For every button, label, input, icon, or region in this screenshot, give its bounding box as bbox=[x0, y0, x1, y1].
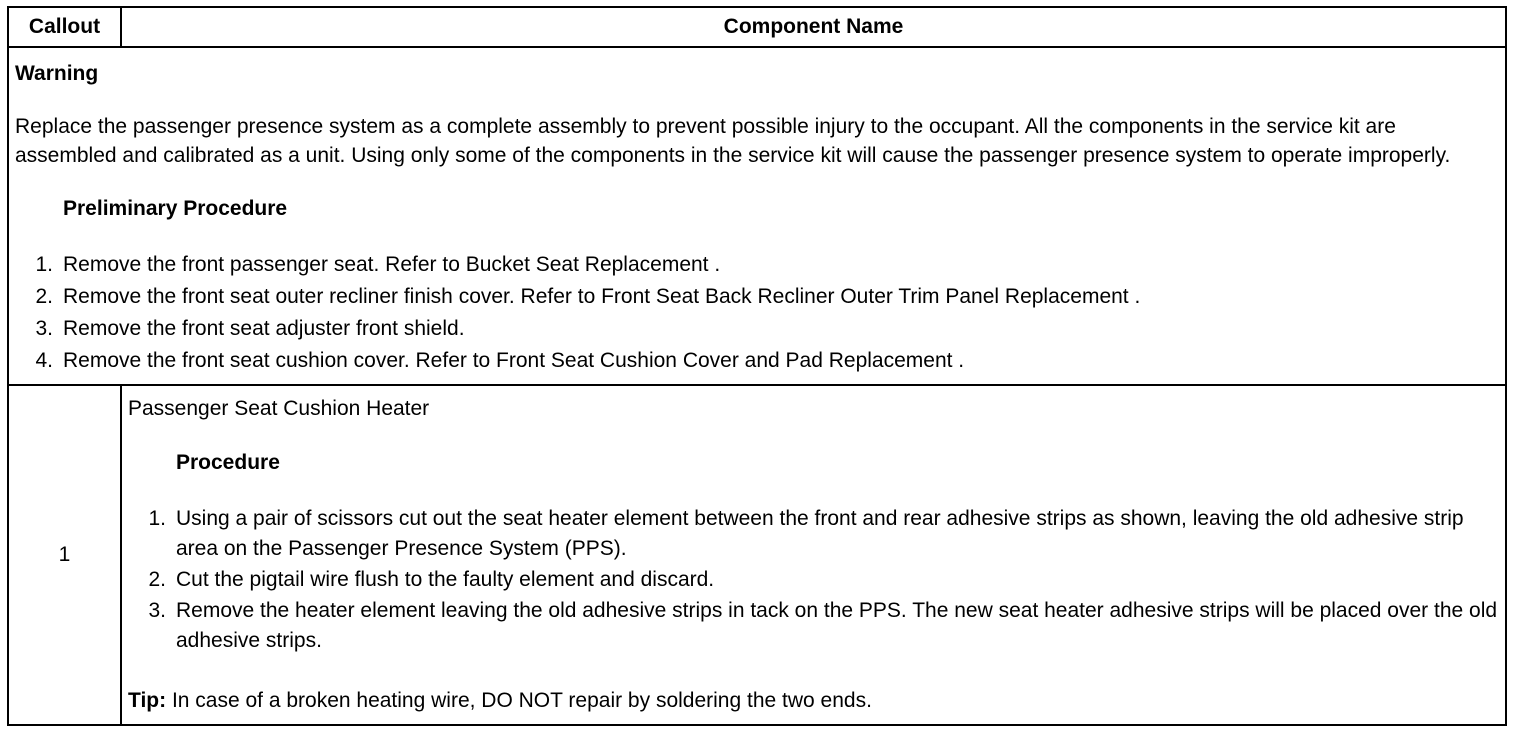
procedure-heading: Procedure bbox=[176, 451, 280, 474]
component-name: Passenger Seat Cushion Heater bbox=[128, 397, 430, 420]
tip-note bbox=[128, 686, 1499, 716]
procedure-steps-list bbox=[128, 504, 1499, 656]
step-text: Remove the front seat cushion cover. Refer to Front Seat Cushion Cover and Pad Replacement . bbox=[63, 349, 965, 372]
list-item bbox=[128, 596, 1499, 656]
step-number: 3. bbox=[148, 599, 166, 622]
procedure-table bbox=[7, 6, 1507, 726]
step-number: 2. bbox=[35, 285, 53, 308]
step-text: Remove the front seat adjuster front shield. bbox=[63, 317, 465, 340]
list-item bbox=[15, 314, 1499, 344]
step-number: 3. bbox=[35, 317, 53, 340]
step-number: 2. bbox=[148, 568, 166, 591]
list-item bbox=[15, 250, 1499, 280]
callout-cell: 1 bbox=[8, 385, 121, 725]
list-item bbox=[128, 504, 1499, 564]
list-item bbox=[15, 282, 1499, 312]
header-row bbox=[8, 7, 1506, 47]
step-text: Using a pair of scissors cut out the seat heater element between the front and rear adhesive strips as shown, leaving the old adhesive strip area on the Passenger Presence System (PPS). bbox=[176, 507, 1464, 560]
warning-title: Warning bbox=[15, 62, 99, 85]
warning-text: Replace the passenger presence system as a complete assembly to prevent possible injury to the occupant. All the components in the service kit are assembled and calibrated as a unit. Using only some of the components in the service kit will cause the passenger presence system to operate improperly. bbox=[15, 115, 1451, 167]
tip-label: Tip: bbox=[128, 689, 167, 712]
tip-text: In case of a broken heating wire, DO NOT repair by soldering the two ends. bbox=[166, 689, 872, 712]
step-number: 1. bbox=[35, 253, 53, 276]
step-text: Remove the heater element leaving the old adhesive strips in tack on the PPS. The new seat heater adhesive strips will be placed over the old adhesive strips. bbox=[176, 599, 1498, 652]
component-cell bbox=[121, 385, 1506, 725]
step-text: Remove the front passenger seat. Refer to Bucket Seat Replacement . bbox=[63, 253, 721, 276]
table-row bbox=[8, 385, 1506, 725]
step-text: Remove the front seat outer recliner finish cover. Refer to Front Seat Back Recliner Outer Trim Panel Replacement . bbox=[63, 285, 1141, 308]
list-item bbox=[15, 346, 1499, 376]
preliminary-procedure-heading: Preliminary Procedure bbox=[63, 197, 288, 220]
step-text: Cut the pigtail wire flush to the faulty element and discard. bbox=[176, 568, 715, 591]
warning-row bbox=[8, 47, 1506, 385]
step-number: 1. bbox=[148, 507, 166, 530]
warning-cell bbox=[8, 47, 1506, 385]
step-number: 4. bbox=[35, 349, 53, 372]
header-callout: Callout bbox=[8, 7, 121, 47]
header-component-name: Component Name bbox=[121, 7, 1506, 47]
preliminary-steps-list bbox=[15, 250, 1499, 376]
list-item bbox=[128, 565, 1499, 595]
